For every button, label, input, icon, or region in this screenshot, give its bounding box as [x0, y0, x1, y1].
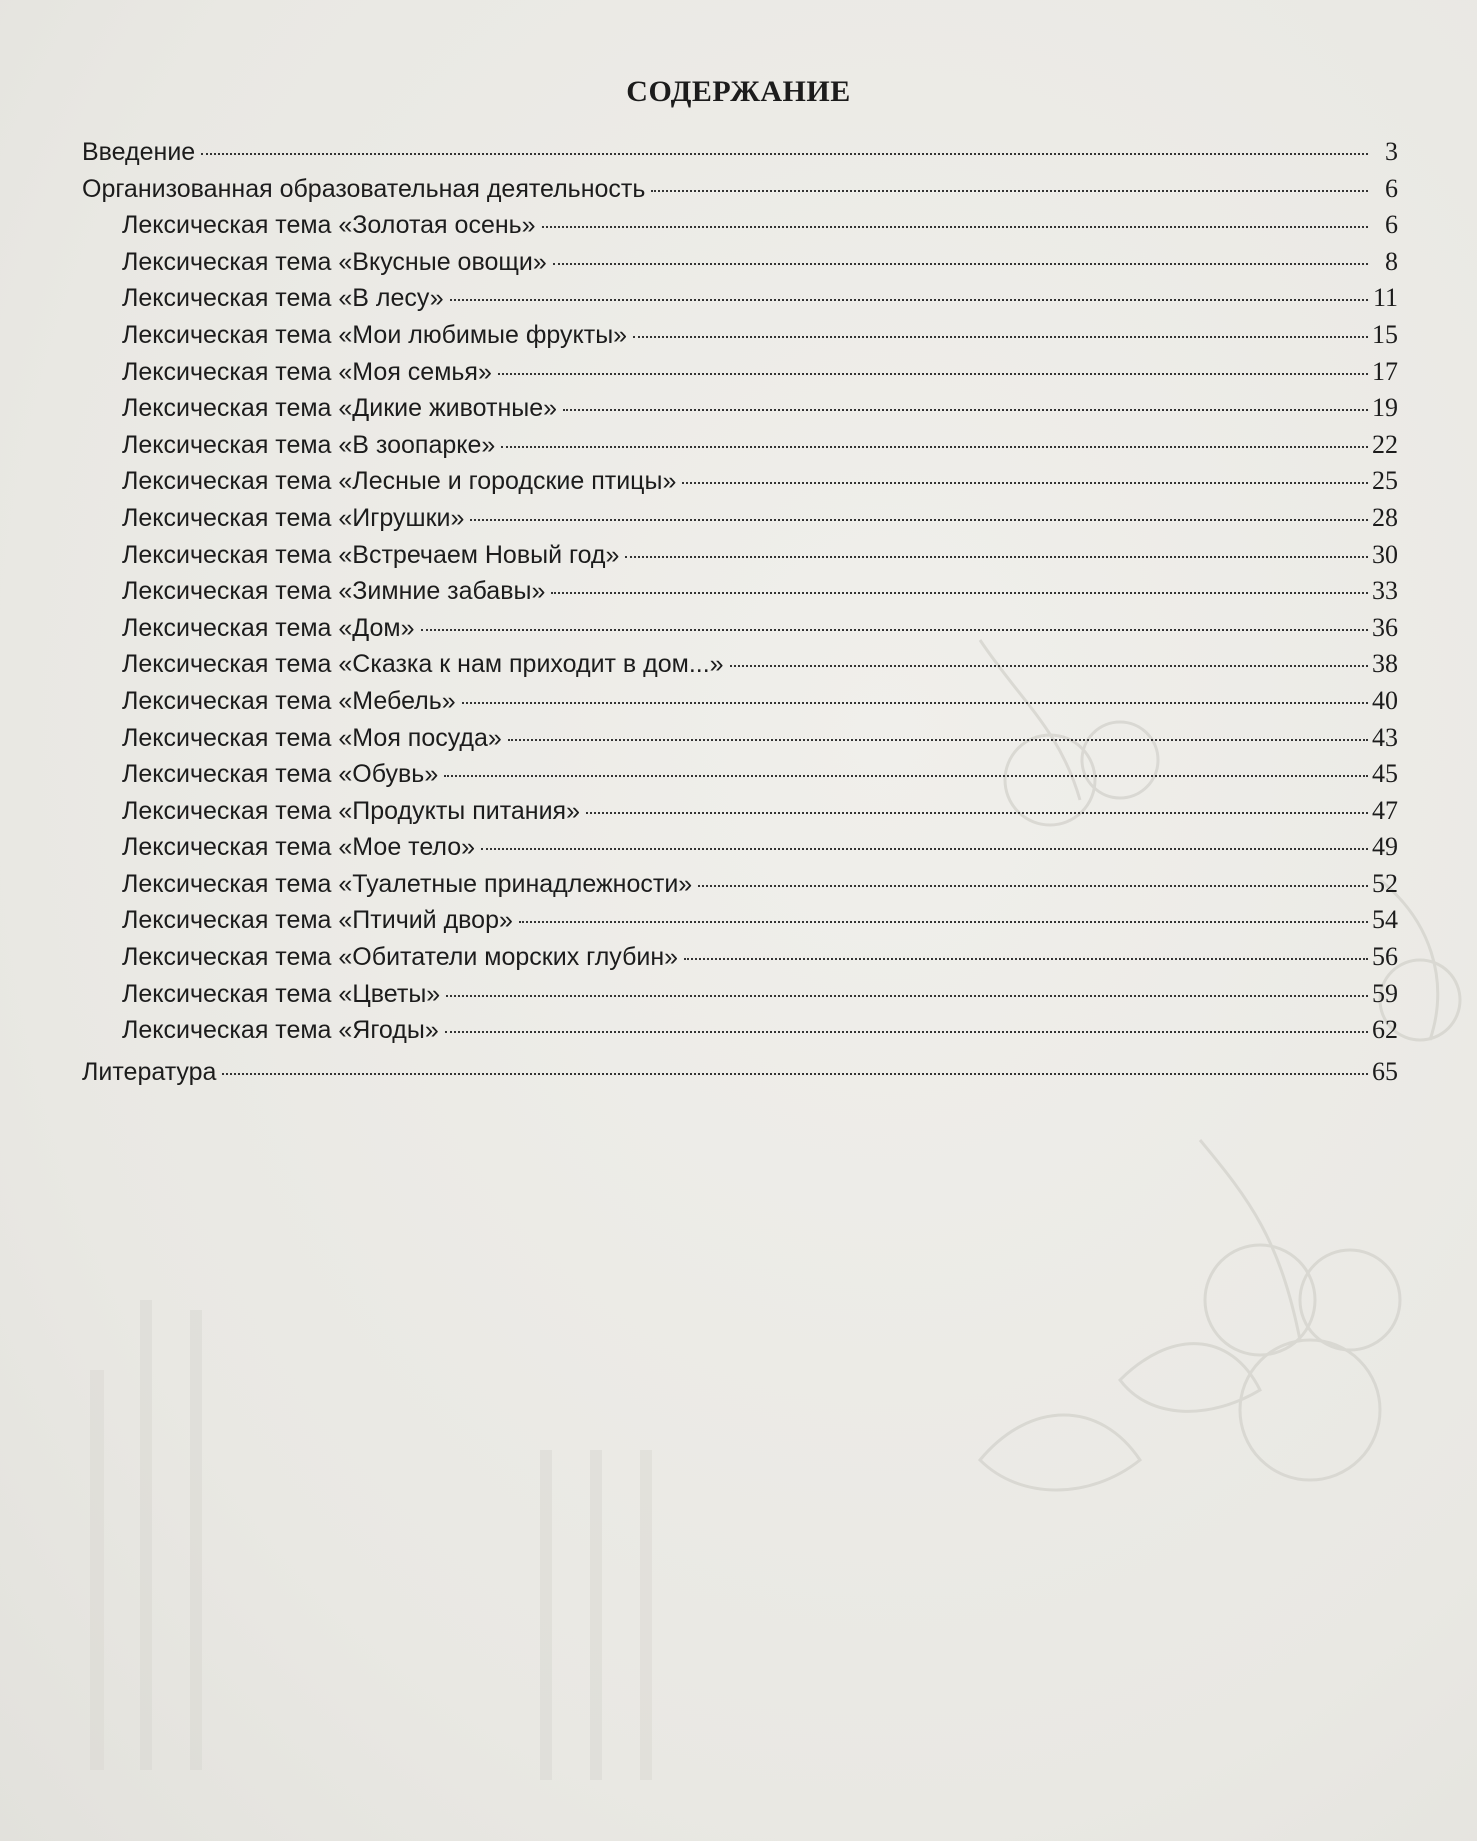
toc-entry	[82, 976, 1398, 1013]
toc-entry-page-number: 3	[1385, 137, 1398, 166]
toc-entry-title: Лексическая тема «Туалетные принадлежности»	[122, 869, 693, 898]
toc-entry-page-number: 38	[1372, 649, 1398, 679]
toc-entry-page-number: 56	[1372, 942, 1398, 972]
toc-entry-title: Лексическая тема «Мои любимые фрукты»	[122, 320, 628, 349]
toc-entry	[82, 829, 1398, 866]
toc-leader-dots	[625, 556, 1368, 558]
toc-leader-dots	[586, 812, 1368, 814]
toc-leader-dots	[446, 995, 1368, 997]
toc-entry	[82, 354, 1398, 391]
toc-entry-title: Лексическая тема «Лесные и городские птицы»	[122, 467, 677, 496]
toc-entry-title: Введение	[82, 138, 196, 166]
toc-entry-page-number: 65	[1372, 1056, 1398, 1086]
toc-entry-page-number: 49	[1372, 832, 1398, 862]
toc-leader-dots	[501, 446, 1368, 448]
toc-entry-page-number: 28	[1372, 502, 1398, 532]
toc-entry-title: Лексическая тема «Встречаем Новый год»	[122, 540, 620, 569]
toc-leader-dots	[633, 336, 1368, 338]
toc-leader-dots	[421, 629, 1368, 631]
toc-entry-title: Лексическая тема «Мебель»	[122, 686, 456, 715]
toc-entry	[82, 683, 1398, 720]
toc-entry	[82, 646, 1398, 683]
toc-leader-dots	[563, 409, 1368, 411]
toc-entry-title: Лексическая тема «Моя посуда»	[122, 723, 502, 752]
toc-entry	[82, 902, 1398, 939]
toc-leader-dots	[684, 958, 1368, 960]
toc-leader-dots	[682, 482, 1368, 484]
toc-entry-page-number: 8	[1385, 246, 1398, 276]
toc-entry	[82, 280, 1398, 317]
toc-leader-dots	[551, 592, 1368, 594]
toc-entry-page-number: 11	[1372, 283, 1398, 313]
toc-entry-title: Лексическая тема «Дом»	[122, 613, 415, 642]
toc-leader-dots	[508, 739, 1368, 741]
toc-entry	[82, 610, 1398, 647]
toc-entry-title: Лексическая тема «Игрушки»	[122, 503, 465, 532]
toc-leader-dots	[201, 153, 1368, 155]
toc-entry-page-number: 59	[1372, 978, 1398, 1008]
table-of-contents	[82, 134, 1398, 1090]
toc-leader-dots	[651, 190, 1368, 192]
toc-entry-title: Лексическая тема «Вкусные овощи»	[122, 247, 547, 276]
toc-entry	[82, 463, 1398, 500]
toc-entry-title: Лексическая тема «Обитатели морских глубин»	[122, 943, 679, 972]
toc-entry	[82, 1054, 1398, 1091]
toc-entry-page-number: 22	[1372, 429, 1398, 459]
toc-leader-dots	[222, 1073, 1368, 1075]
toc-leader-dots	[450, 299, 1368, 301]
toc-entry-title: Литература	[82, 1057, 217, 1086]
toc-leader-dots	[444, 775, 1368, 777]
toc-entry-title: Организованная образовательная деятельность	[82, 174, 646, 203]
toc-entry-title: Лексическая тема «В лесу»	[122, 284, 444, 313]
toc-entry-title: Лексическая тема «Птичий двор»	[122, 906, 513, 935]
toc-leader-dots	[445, 1031, 1368, 1033]
toc-entry-title: Лексическая тема «В зоопарке»	[122, 430, 496, 459]
toc-entry	[82, 317, 1398, 354]
toc-entry	[82, 427, 1398, 464]
toc-entry-title: Лексическая тема «Дикие животные»	[122, 394, 558, 423]
toc-entry	[82, 500, 1398, 537]
toc-entry-title: Лексическая тема «Мое тело»	[122, 833, 476, 862]
toc-entry-title: Лексическая тема «Моя семья»	[122, 357, 492, 386]
toc-entry-page-number: 36	[1372, 612, 1398, 642]
toc-entry-page-number: 52	[1372, 868, 1398, 898]
toc-entry	[82, 939, 1398, 976]
toc-entry-page-number: 54	[1372, 905, 1398, 935]
toc-leader-dots	[481, 848, 1368, 850]
toc-entry-page-number: 40	[1372, 685, 1398, 715]
toc-entry-page-number: 25	[1372, 466, 1398, 496]
toc-entry-title: Лексическая тема «Сказка к нам приходит в дом...»	[122, 650, 724, 679]
toc-entry-page-number: 43	[1372, 722, 1398, 752]
toc-entry-title: Лексическая тема «Ягоды»	[122, 1016, 439, 1045]
toc-entry	[82, 1012, 1398, 1049]
toc-leader-dots	[730, 665, 1368, 667]
toc-entry-page-number: 47	[1372, 795, 1398, 825]
page-title: СОДЕРЖАНИЕ	[626, 75, 851, 108]
toc-leader-dots	[470, 519, 1368, 521]
toc-entry	[82, 573, 1398, 610]
toc-entry	[82, 756, 1398, 793]
toc-entry	[82, 537, 1398, 574]
toc-entry-title: Лексическая тема «Обувь»	[122, 760, 439, 789]
toc-entry-page-number: 62	[1372, 1015, 1398, 1045]
toc-leader-dots	[542, 226, 1368, 228]
toc-entry	[82, 207, 1398, 244]
toc-entry	[82, 720, 1398, 757]
toc-entry-title: Лексическая тема «Продукты питания»	[122, 796, 580, 825]
toc-entry-title: Лексическая тема «Зимние забавы»	[122, 577, 546, 606]
toc-leader-dots	[698, 885, 1368, 887]
toc-entry-page-number: 33	[1372, 576, 1398, 606]
toc-entry-page-number: 6	[1385, 173, 1398, 203]
toc-entry-page-number: 19	[1372, 393, 1398, 423]
toc-entry	[82, 244, 1398, 281]
toc-leader-dots	[519, 921, 1368, 923]
toc-leader-dots	[498, 373, 1368, 375]
toc-entry	[82, 793, 1398, 830]
toc-entry-page-number: 17	[1372, 356, 1398, 386]
toc-entry-page-number: 45	[1372, 759, 1398, 789]
toc-entry	[82, 134, 1398, 171]
toc-entry-page-number: 6	[1385, 210, 1398, 240]
toc-entry	[82, 390, 1398, 427]
toc-entry	[82, 866, 1398, 903]
toc-entry-page-number: 30	[1372, 539, 1398, 569]
toc-entry-title: Лексическая тема «Золотая осень»	[122, 211, 536, 240]
toc-leader-dots	[462, 702, 1368, 704]
toc-entry-title: Лексическая тема «Цветы»	[122, 979, 441, 1008]
toc-entry-page-number: 15	[1372, 319, 1398, 349]
toc-leader-dots	[553, 263, 1368, 265]
toc-entry	[82, 171, 1398, 208]
